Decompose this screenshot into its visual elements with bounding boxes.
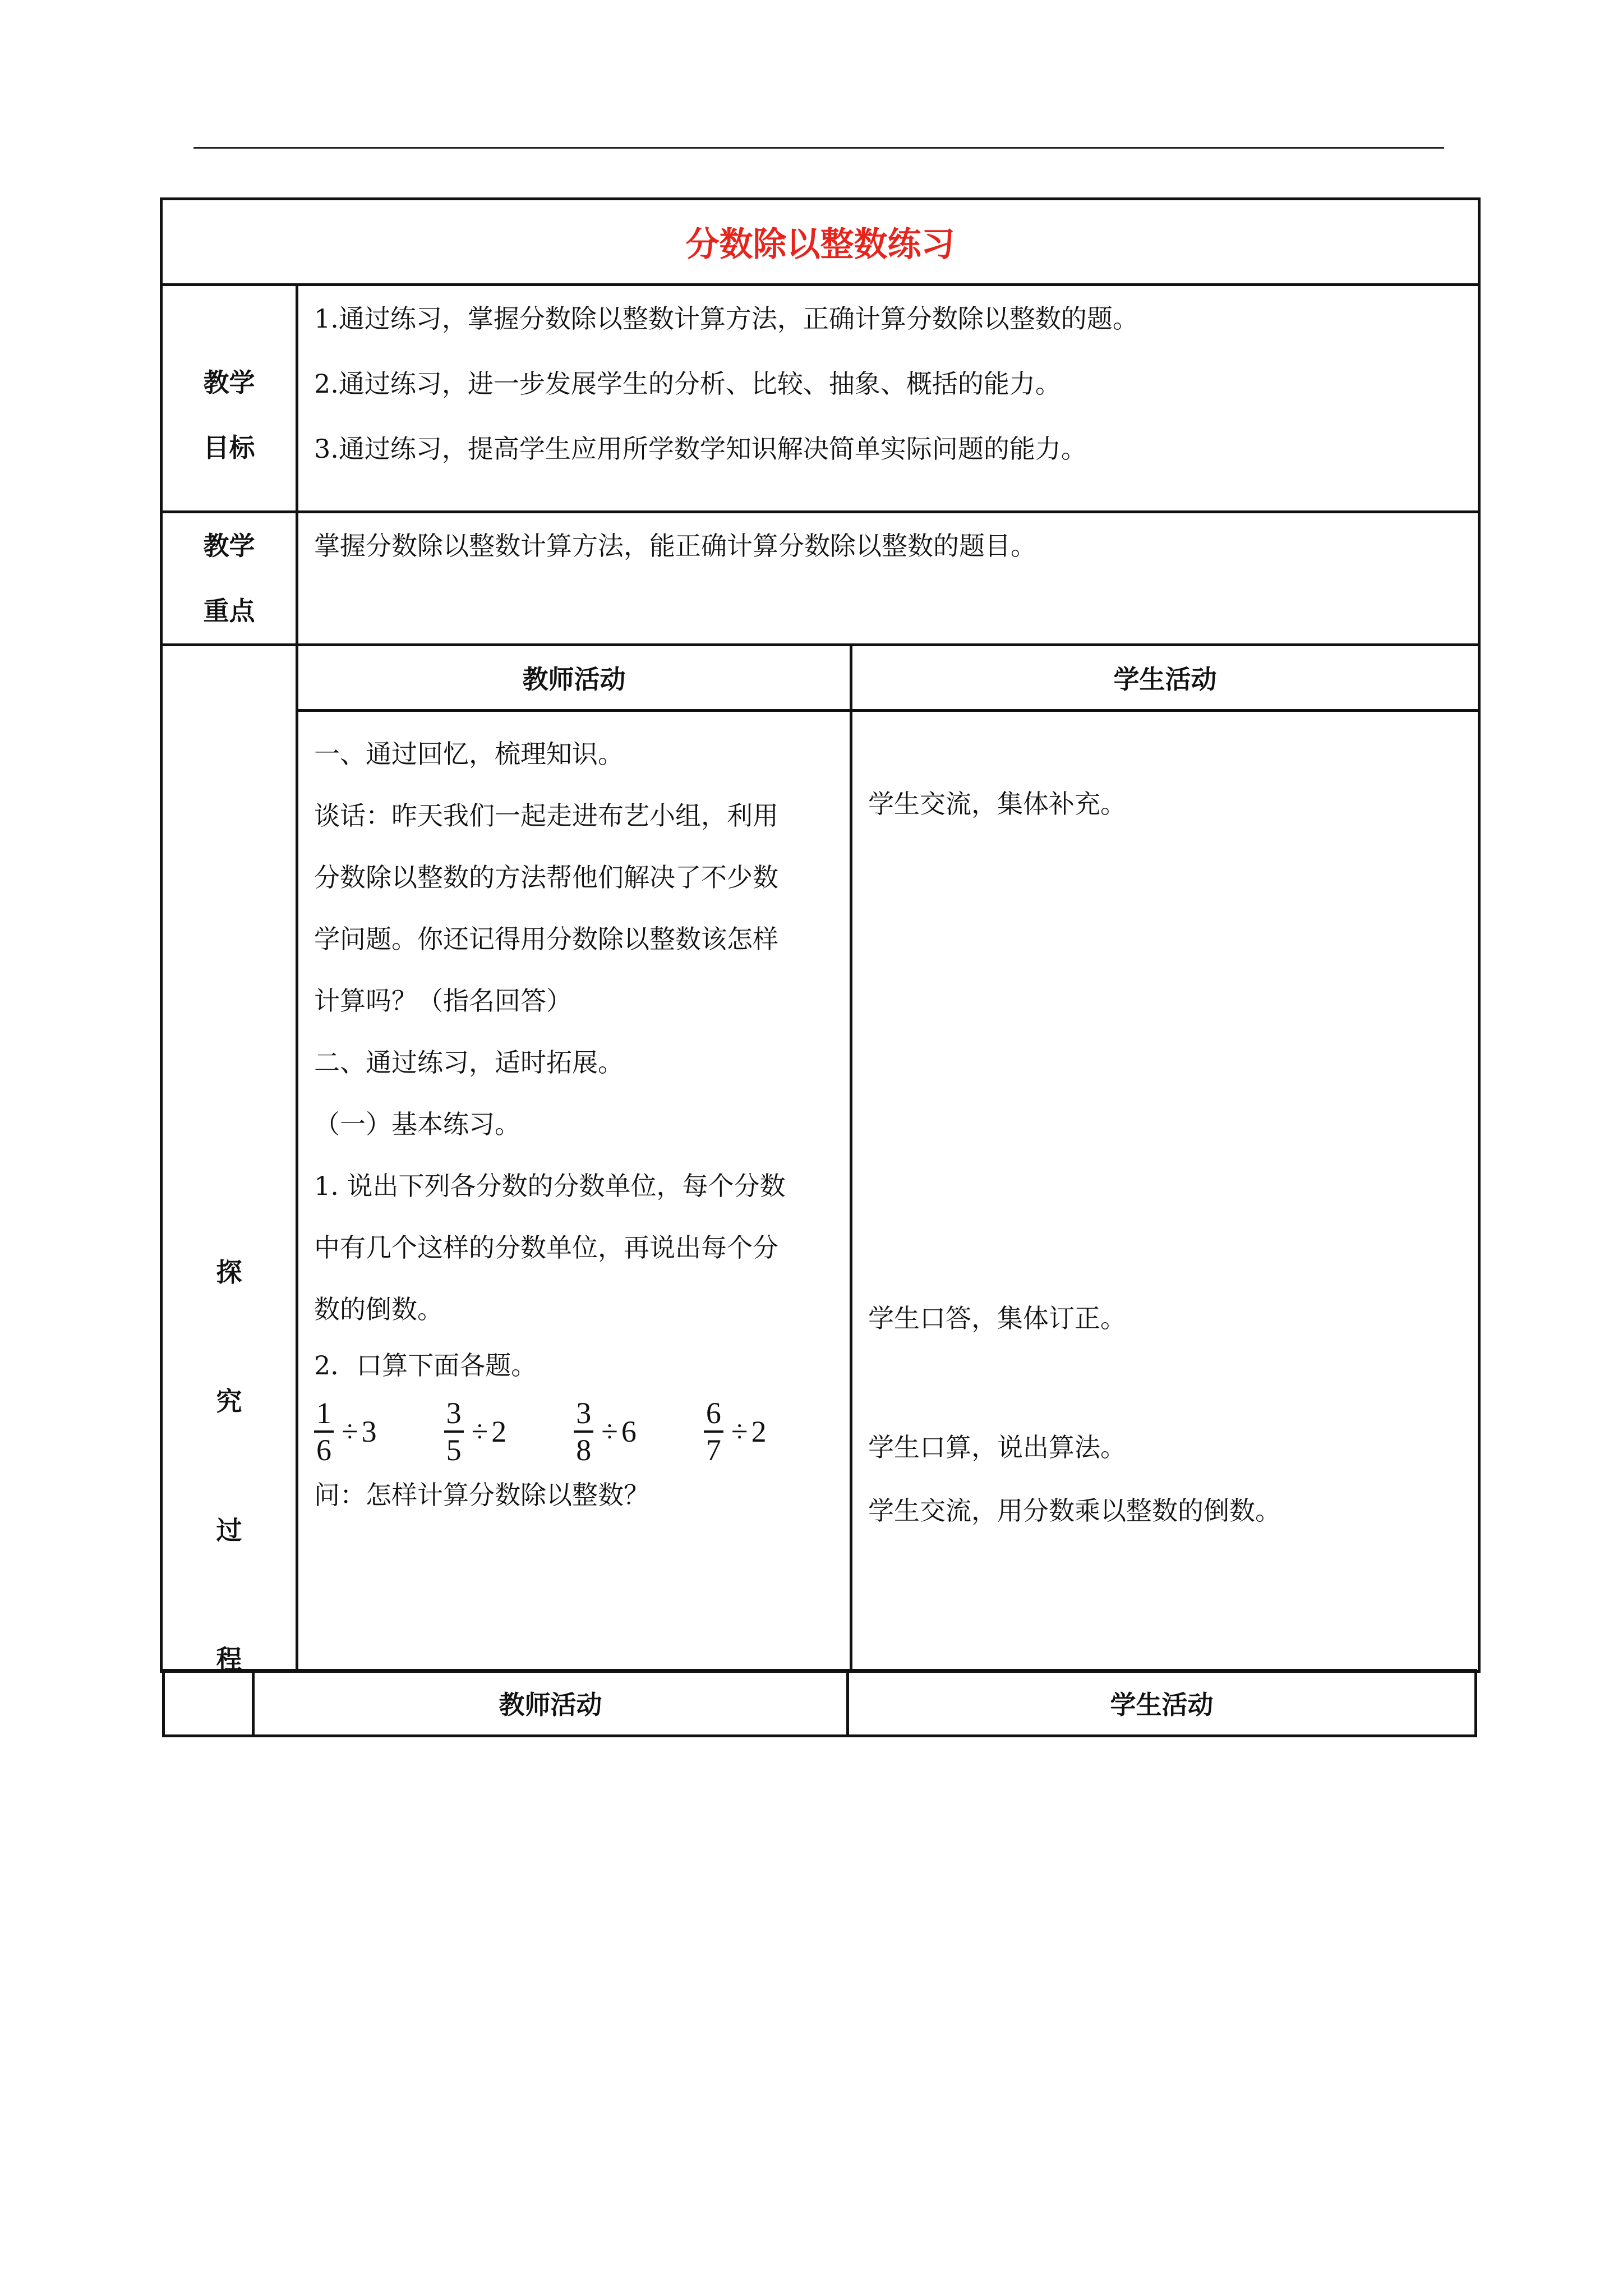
teacher-line: 谈话：昨天我们一起走进布艺小组，利用 (314, 800, 778, 831)
fraction (704, 1396, 723, 1467)
divide-sign: ÷ (731, 1415, 748, 1448)
student-activity-header-2: 学生活动 (848, 1671, 1476, 1736)
divisor: 6 (621, 1415, 637, 1448)
numerator: 3 (444, 1396, 464, 1433)
continuation-blank-cell (164, 1671, 253, 1736)
fraction (314, 1396, 334, 1467)
teacher-line: 一、通过回忆，梳理知识。 (314, 739, 624, 769)
goals-label-line-1: 教学 (203, 367, 255, 398)
numerator: 1 (314, 1396, 334, 1433)
fraction (444, 1396, 464, 1467)
key-points-text: 掌握分数除以整数计算方法，能正确计算分数除以整数的题目。 (314, 531, 1036, 561)
denominator: 8 (576, 1433, 592, 1467)
denominator: 7 (706, 1433, 721, 1467)
continuation-table (162, 1669, 1477, 1737)
numerator: 3 (574, 1396, 593, 1433)
teacher-question: 问：怎样计算分数除以整数？ (314, 1480, 649, 1510)
teacher-line: 中有几个这样的分数单位，再说出每个分 (314, 1232, 778, 1263)
key-points-label-line-2: 重点 (203, 596, 255, 626)
exercise-expression (574, 1396, 637, 1467)
student-note: 学生口答，集体订正。 (868, 1303, 1126, 1333)
key-points-label (162, 512, 297, 645)
teacher-activity-header: 教师活动 (297, 645, 851, 711)
goals-label (162, 285, 297, 512)
teacher-line: （一）基本练习。 (314, 1109, 520, 1139)
goal-item: 1.通过练习，掌握分数除以整数计算方法，正确计算分数除以整数的题。 (314, 303, 1138, 334)
fraction (574, 1396, 593, 1467)
denominator: 6 (316, 1433, 331, 1467)
goal-item: 2.通过练习，进一步发展学生的分析、比较、抽象、概括的能力。 (314, 369, 1061, 399)
exercise-expression (314, 1396, 377, 1467)
teacher-line: 2．口算下面各题。 (314, 1350, 537, 1381)
exercise-expression (704, 1396, 767, 1467)
lesson-plan-table (160, 197, 1481, 1673)
document-title: 分数除以整数练习 (162, 199, 1479, 285)
divisor: 2 (751, 1415, 767, 1448)
teacher-line: 分数除以整数的方法帮他们解决了不少数 (314, 862, 778, 892)
process-label (162, 645, 297, 1672)
teacher-line: 数的倒数。 (314, 1294, 443, 1324)
divide-sign: ÷ (471, 1415, 488, 1448)
student-note: 学生交流，用分数乘以整数的倒数。 (868, 1496, 1281, 1526)
teacher-activity-content (297, 711, 851, 1672)
teacher-line: 计算吗？（指名回答） (314, 986, 572, 1016)
divisor: 2 (491, 1415, 507, 1448)
student-activity-content (851, 711, 1479, 1672)
process-label-char: 过 (216, 1515, 242, 1545)
teacher-activity-header-2: 教师活动 (253, 1671, 848, 1736)
header-rule (193, 147, 1444, 149)
teacher-line: 1. 说出下列各分数的分数单位，每个分数 (314, 1171, 786, 1201)
divide-sign: ÷ (342, 1415, 358, 1448)
divisor: 3 (361, 1415, 377, 1448)
goals-label-line-2: 目标 (203, 432, 255, 463)
process-label-char: 究 (216, 1386, 242, 1416)
teacher-line: 二、通过练习，适时拓展。 (314, 1047, 624, 1078)
student-activity-header: 学生活动 (851, 645, 1479, 711)
key-points-label-line-1: 教学 (203, 531, 255, 561)
goals-content (297, 285, 1479, 512)
teacher-line: 学问题。你还记得用分数除以整数该怎样 (314, 924, 778, 954)
numerator: 6 (704, 1396, 723, 1433)
key-points-content (297, 512, 1479, 645)
denominator: 5 (446, 1433, 462, 1467)
student-note: 学生交流，集体补充。 (868, 789, 1126, 819)
exercise-row (314, 1391, 836, 1473)
process-label-char: 程 (216, 1644, 242, 1674)
goal-item: 3.通过练习，提高学生应用所学数学知识解决简单实际问题的能力。 (314, 434, 1087, 464)
student-note: 学生口算，说出算法。 (868, 1432, 1126, 1462)
divide-sign: ÷ (601, 1415, 618, 1448)
process-label-char: 探 (216, 1257, 242, 1287)
exercise-expression (444, 1396, 507, 1467)
